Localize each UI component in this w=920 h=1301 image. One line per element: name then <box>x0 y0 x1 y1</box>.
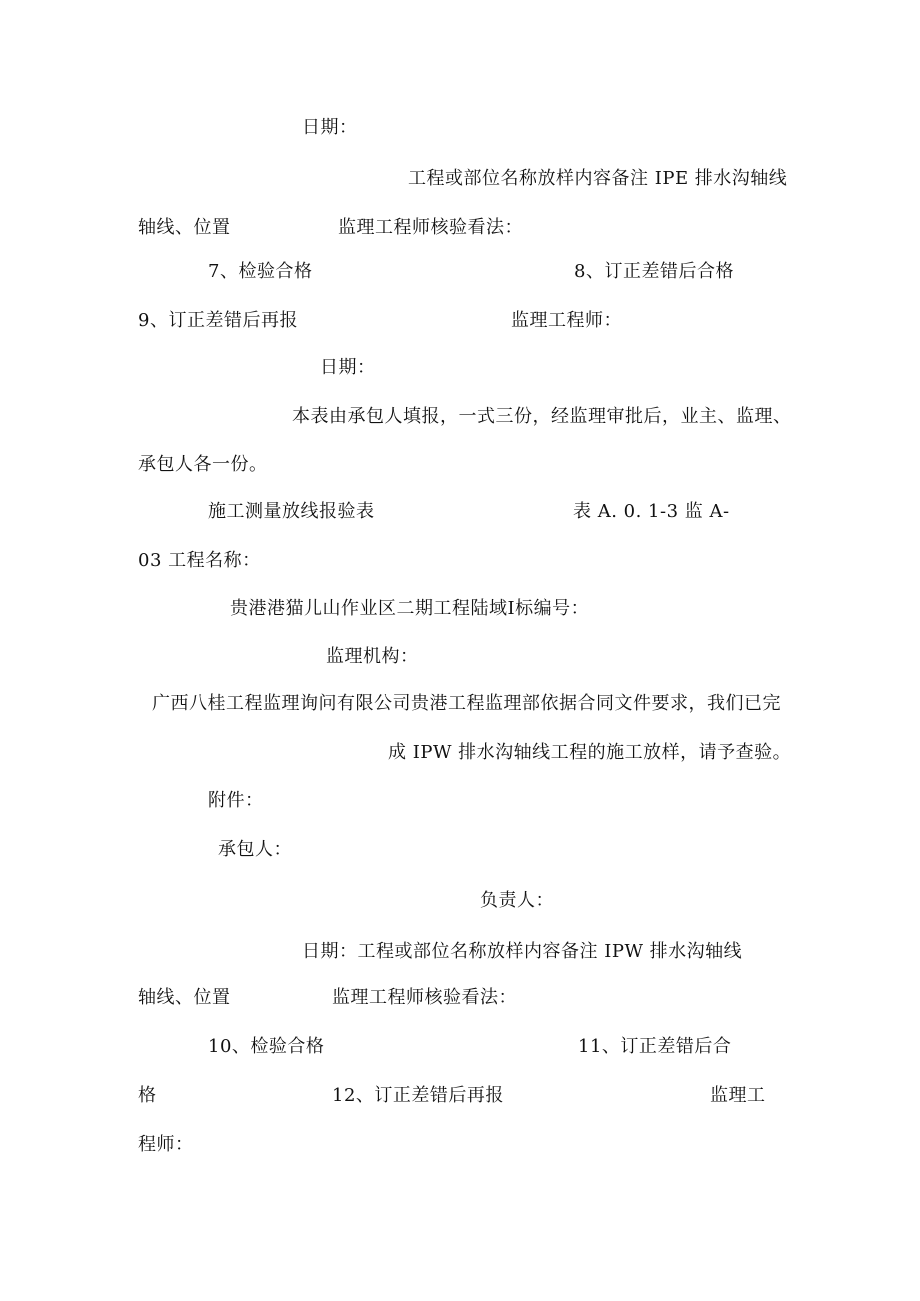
option-9: 9、订正差错后再报 <box>138 310 298 331</box>
supervisor-engineer-label-2a: 监理工 <box>710 1085 766 1106</box>
note-line-1: 本表由承包人填报，一式三份，经监理审批后，业主、监理、 <box>292 406 792 427</box>
supervisor-engineer-label-1: 监理工程师： <box>511 310 622 331</box>
form-title: 施工测量放线报验表 <box>208 501 375 522</box>
supervisor-opinion-label-2: 监理工程师核验看法： <box>332 987 517 1008</box>
contractor-label: 承包人： <box>218 839 292 860</box>
option-8: 8、订正差错后合格 <box>574 261 734 282</box>
option-12: 12、订正差错后再报 <box>332 1085 504 1106</box>
responsible-label: 负责人： <box>480 890 554 911</box>
date-project-line: 日期：工程或部位名称放样内容备注 IPW 排水沟轴线 <box>302 941 743 962</box>
option-11-continued: 格 <box>138 1085 157 1106</box>
project-name: 贵港港猫儿山作业区二期工程陆域Ⅰ标编号： <box>230 598 590 619</box>
org-line: 广西八桂工程监理询问有限公司贵港工程监理部依据合同文件要求，我们已完 <box>152 693 781 714</box>
note-line-2: 承包人各一份。 <box>138 454 268 475</box>
date-label-1: 日期： <box>302 117 358 138</box>
form-code-2: 03 工程名称： <box>138 550 261 571</box>
option-7: 7、检验合格 <box>208 261 313 282</box>
date-label-2: 日期： <box>320 357 376 378</box>
project-line-1: 工程或部位名称放样内容备注 IPE 排水沟轴线 <box>408 168 788 189</box>
option-11: 11、订正差错后合 <box>578 1036 732 1057</box>
supervision-org-label: 监理机构： <box>326 646 419 667</box>
option-10: 10、检验合格 <box>208 1036 325 1057</box>
attachment-label: 附件： <box>208 790 264 811</box>
completion-line: 成 IPW 排水沟轴线工程的施工放样，请予查验。 <box>388 742 792 763</box>
supervisor-engineer-label-2b: 程师： <box>138 1134 194 1155</box>
axis-position-label-2: 轴线、位置 <box>138 987 231 1008</box>
supervisor-opinion-label-1: 监理工程师核验看法： <box>338 217 523 238</box>
form-code-1: 表 A. 0. 1-3 监 A- <box>573 501 730 522</box>
axis-position-label-1: 轴线、位置 <box>138 217 231 238</box>
